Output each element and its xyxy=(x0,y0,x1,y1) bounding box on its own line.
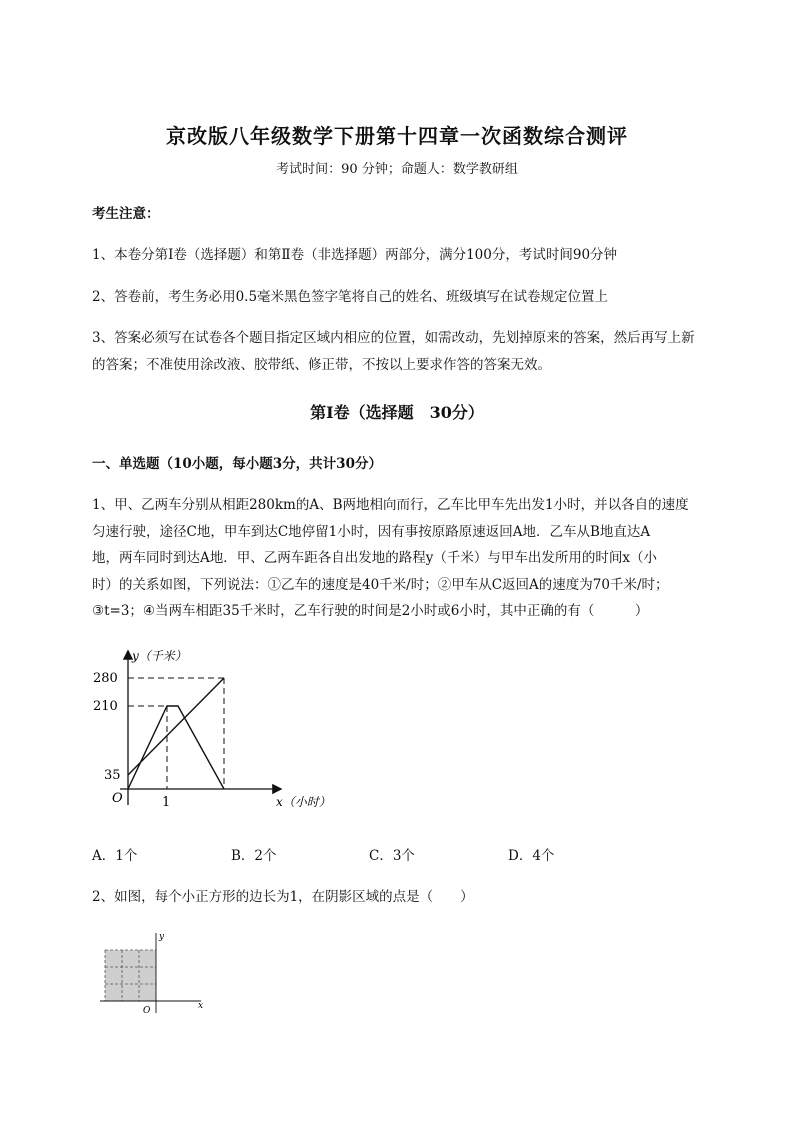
q1-line-3: 地，两车同时到达A地．甲、乙两车距各自出发地的路程y（千米）与甲车出发所用的时间x（小 xyxy=(92,550,657,566)
shaded-region xyxy=(105,950,156,1001)
y-tick-35: 35 xyxy=(104,768,121,783)
q1-line-5: ③t=3；④当两车相距35千米时，乙车行驶的时间是2小时或6小时，其中正确的有（ ） xyxy=(92,603,649,619)
x-axis-label: x（小时） xyxy=(276,795,331,809)
exam-info: 考试时间：90 分钟；命题人：数学教研组 xyxy=(276,162,518,177)
x-tick-1: 1 xyxy=(162,795,171,810)
q1-line-1: 1、甲、乙两车分别从相距280km的A、B两地相向而行，乙车比甲车先出发1小时，并以各自的速度 xyxy=(92,497,689,513)
car-jia-line xyxy=(128,706,224,789)
notice-item-3-line1: 3、答案必须写在试卷各个题目指定区域内相应的位置，如需改动，先划掉原来的答案，然后再写上新 xyxy=(92,330,695,346)
origin-label: O xyxy=(112,791,123,806)
q1-option-c[interactable]: C．3个 xyxy=(369,848,415,864)
notice-item-1: 1、本卷分第Ⅰ卷（选择题）和第Ⅱ卷（非选择题）两部分，满分100分，考试时间90分钟 xyxy=(92,247,618,263)
q1-line-4: 时）的关系如图，下列说法：①乙车的速度是40千米/时；②甲车从C返回A的速度为70千米/时； xyxy=(92,577,669,593)
q2-origin-label: O xyxy=(143,1006,151,1016)
q2-x-label: x xyxy=(198,1001,204,1011)
q1-option-d[interactable]: D．4个 xyxy=(508,848,555,864)
car-yi-line xyxy=(128,678,224,775)
q2-text: 2、如图，每个小正方形的边长为1，在阴影区域的点是（ ） xyxy=(92,889,474,905)
notice-heading: 考生注意： xyxy=(92,206,160,222)
section-title: 第Ⅰ卷（选择题 30分） xyxy=(310,403,484,422)
y-tick-210: 210 xyxy=(93,699,118,714)
q2-graph xyxy=(95,928,215,1023)
notice-item-2: 2、答卷前，考生务必用0.5毫米黑色签字笔将自己的姓名、班级填写在试卷规定位置上 xyxy=(92,289,609,305)
y-tick-280: 280 xyxy=(93,671,118,686)
q1-option-a[interactable]: A．1个 xyxy=(92,848,138,864)
page-title: 京改版八年级数学下册第十四章一次函数综合测评 xyxy=(166,124,628,148)
q1-option-b[interactable]: B．2个 xyxy=(231,848,277,864)
q2-y-label: y xyxy=(159,932,165,942)
notice-item-3-line2: 的答案；不准使用涂改液、胶带纸、修正带，不按以上要求作答的答案无效。 xyxy=(92,357,551,373)
q1-line-2: 匀速行驶，途径C地，甲车到达C地停留1小时，因有事按原路原速返回A地．乙车从B地直达A xyxy=(92,524,651,540)
part-heading: 一、单选题（10小题，每小题3分，共计30分） xyxy=(92,456,382,472)
q1-graph xyxy=(90,640,370,815)
y-axis-label: y（千米） xyxy=(132,649,187,663)
